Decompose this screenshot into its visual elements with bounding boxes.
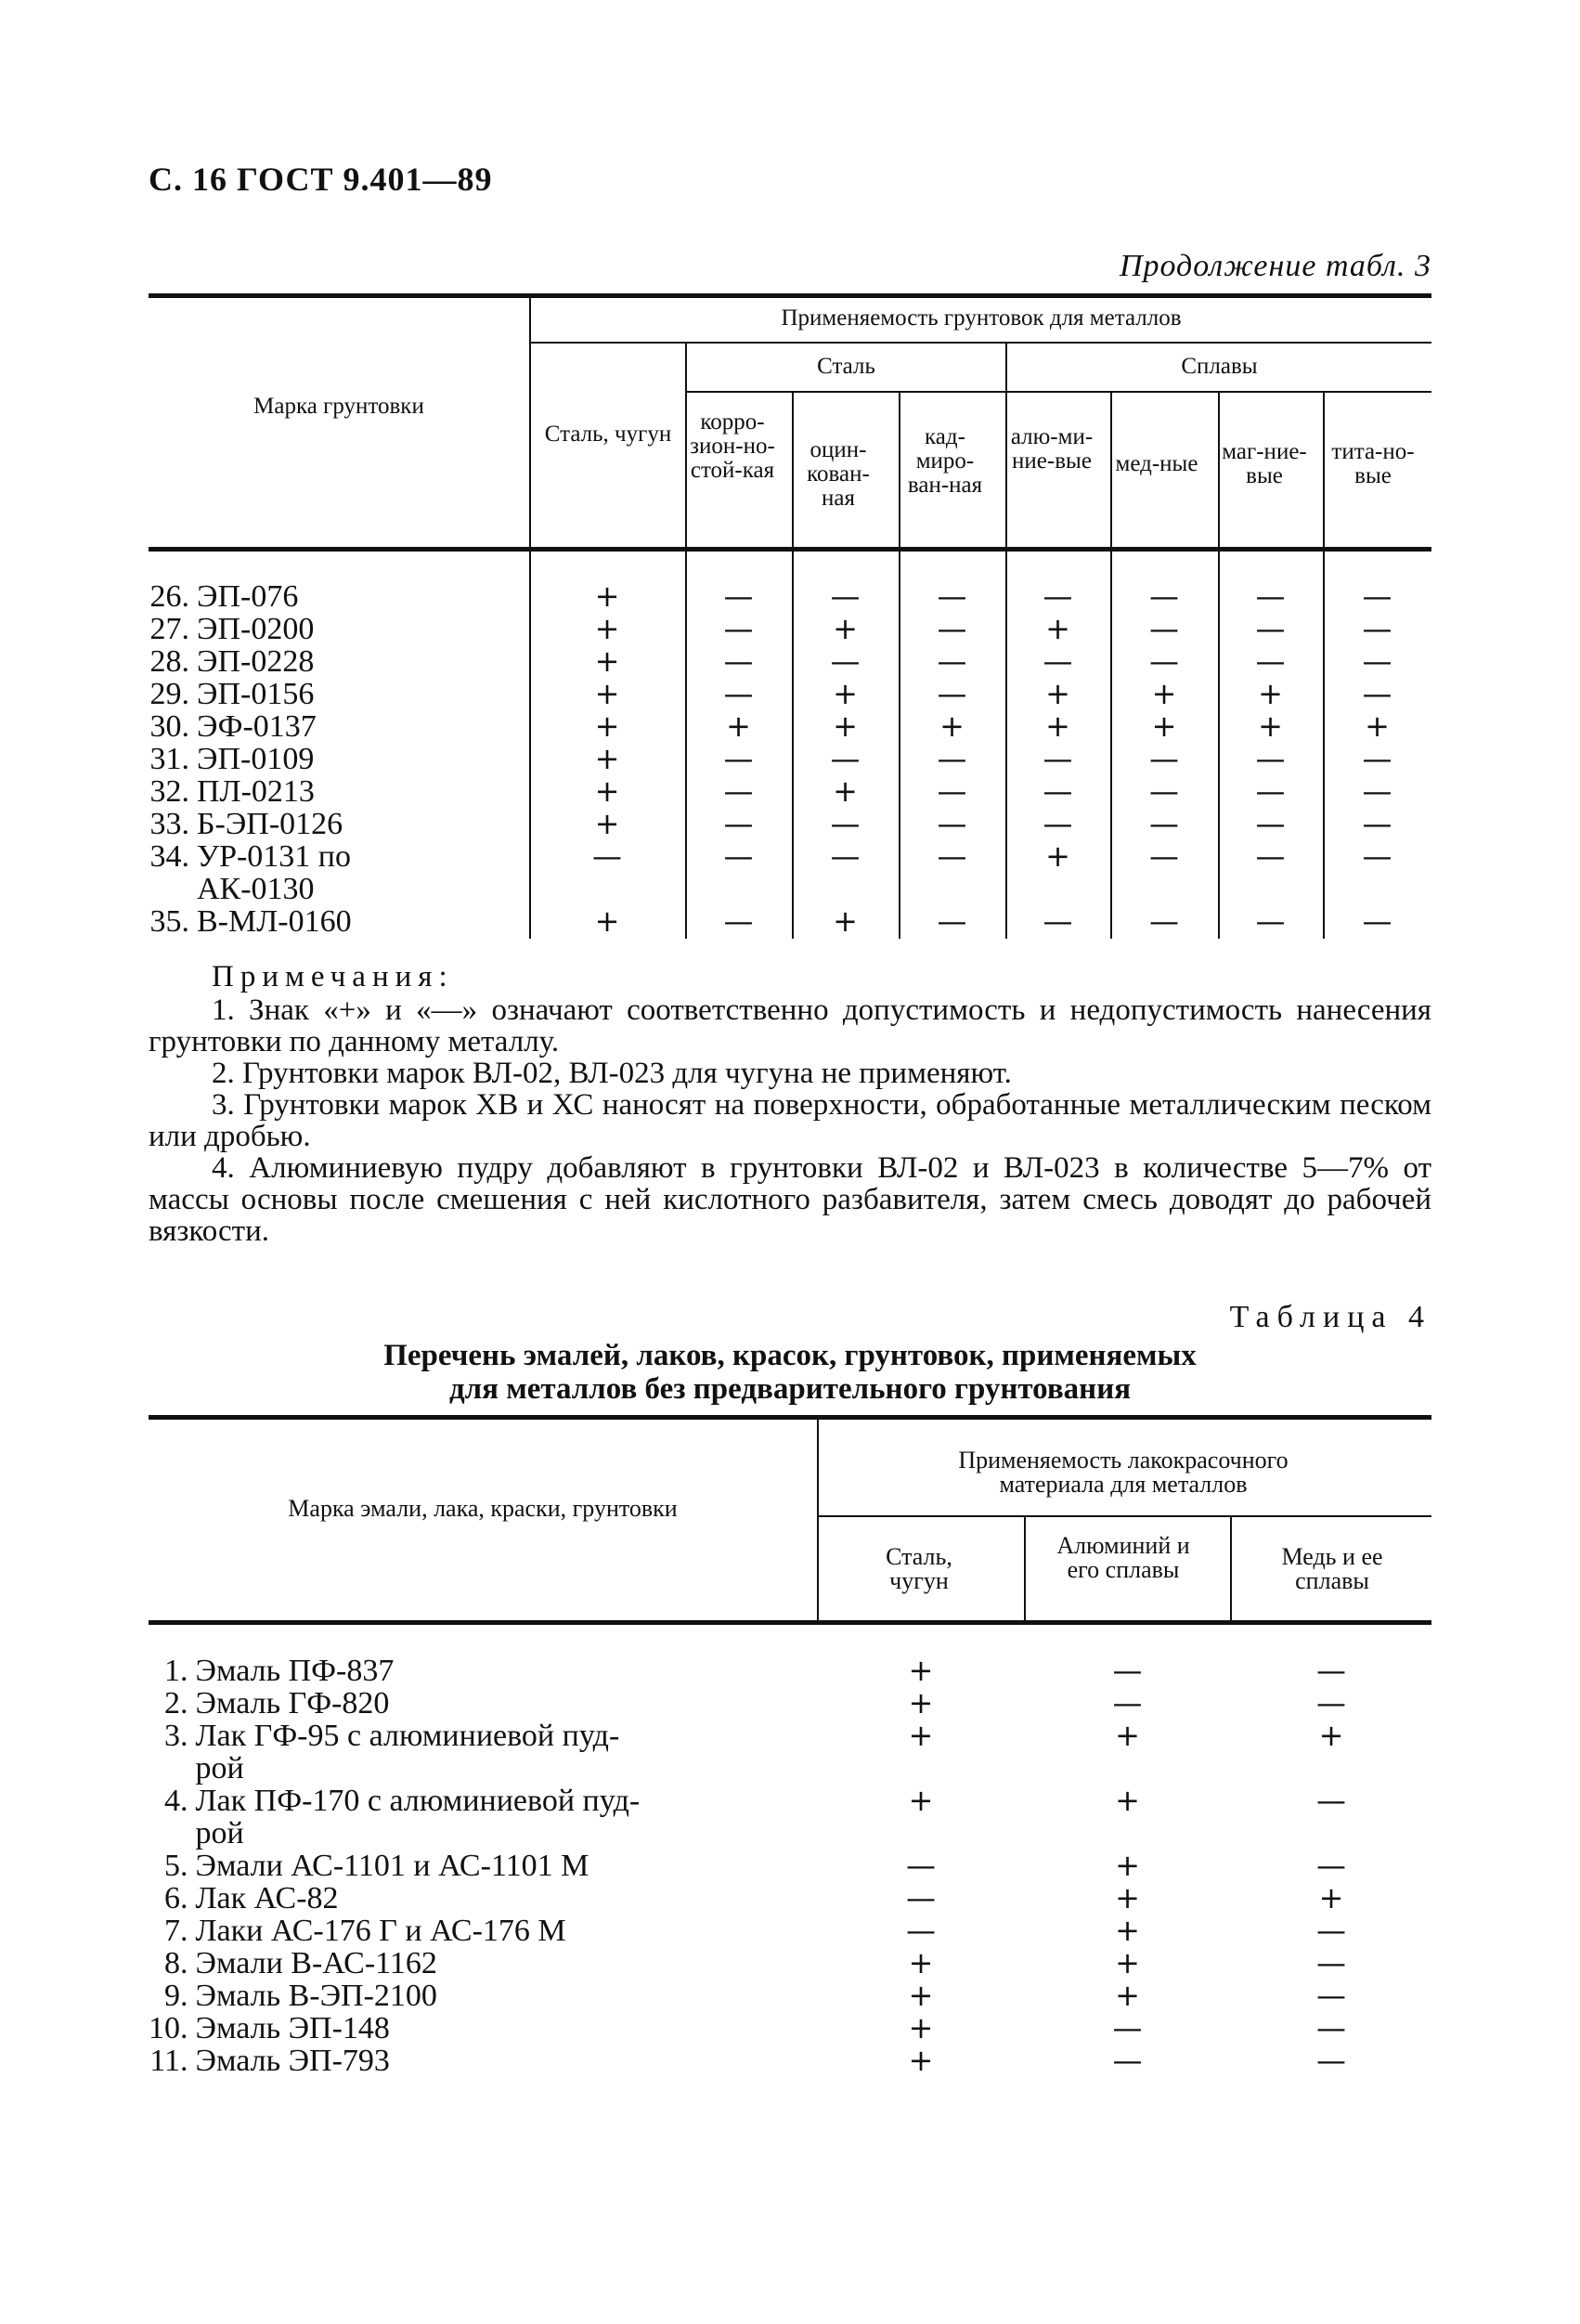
table4-title-line1: Перечень эмалей, лаков, красок, грунтовок, применяемых	[383, 1339, 1197, 1372]
applicability-mark: —	[1255, 611, 1286, 646]
row-name: Эмаль ПФ-837	[195, 1654, 395, 1688]
applicability-mark: —	[1362, 806, 1392, 841]
table3-header-steel-iron: Сталь, чугун	[544, 422, 672, 447]
applicability-mark: +	[833, 676, 858, 711]
applicability-mark: —	[1255, 578, 1286, 614]
row-number: 32.	[149, 774, 189, 809]
table3-header-applicability: Применяемость грунтовок для металлов	[781, 305, 1182, 331]
table-row	[149, 1850, 1432, 1882]
applicability-mark: +	[594, 773, 620, 809]
applicability-mark: —	[1255, 643, 1286, 679]
table3-header-galvanized: оцин-кован-ная	[807, 437, 870, 511]
applicability-mark: —	[1255, 903, 1286, 939]
table-row	[149, 1915, 1432, 1947]
table-row-continuation	[149, 1752, 1432, 1785]
applicability-mark: +	[1258, 708, 1283, 744]
table-row	[149, 1655, 1432, 1687]
applicability-mark: —	[1043, 741, 1073, 776]
table-row	[149, 580, 1431, 613]
note-item: 1. Знак «+» и «—» означают соответственно допустимость и недопустимость нанесения грунтовки по данному металлу.	[149, 993, 1431, 1058]
empty-cell	[1025, 1817, 1231, 1850]
row-name: ПЛ-0213	[197, 774, 315, 809]
applicability-mark: —	[937, 611, 967, 646]
applicability-mark: —	[1149, 838, 1179, 874]
table3-header-copper: мед-ные	[1115, 451, 1198, 476]
row-name: Эмаль ЭП-148	[195, 2011, 390, 2045]
table-row	[149, 808, 1431, 840]
applicability-mark: —	[1316, 1685, 1346, 1720]
applicability-mark: —	[1255, 806, 1286, 841]
row-number: 33.	[149, 807, 189, 841]
applicability-mark: —	[1149, 903, 1179, 939]
applicability-mark: —	[1043, 806, 1073, 841]
applicability-mark: —	[1362, 838, 1392, 874]
empty-cell	[1231, 1817, 1432, 1850]
applicability-mark: +	[1115, 1913, 1140, 1948]
row-number: 2.	[164, 1686, 188, 1720]
applicability-mark: —	[1362, 643, 1392, 679]
row-name: В-МЛ-0160	[197, 904, 352, 939]
row-name: УР-0131 по	[197, 839, 351, 874]
applicability-mark: —	[1316, 1653, 1346, 1688]
table-row	[149, 1687, 1432, 1720]
page-header: С. 16 ГОСТ 9.401—89	[149, 161, 493, 198]
table-row	[149, 743, 1431, 775]
applicability-mark: —	[1149, 578, 1179, 614]
row-name: Лак ГФ-95 с алюминиевой пуд-	[195, 1719, 620, 1753]
applicability-mark: +	[1115, 1848, 1140, 1883]
applicability-mark: +	[908, 2043, 934, 2078]
applicability-mark: +	[908, 1685, 934, 1720]
applicability-mark: +	[1045, 708, 1070, 744]
notes-title: Примечания:	[212, 960, 454, 993]
row-number: 6.	[164, 1881, 188, 1915]
applicability-mark: —	[592, 838, 622, 874]
row-name-continuation: рой	[195, 1816, 244, 1850]
row-number: 5.	[164, 1849, 188, 1883]
applicability-mark: +	[1365, 708, 1390, 744]
applicability-mark: +	[1115, 1783, 1140, 1818]
empty-cell	[818, 1752, 1025, 1785]
table-row-continuation	[149, 1817, 1432, 1850]
applicability-mark: +	[594, 611, 620, 646]
applicability-mark: —	[1316, 1945, 1346, 1980]
row-name: Лаки АС-176 Г и АС-176 М	[195, 1914, 566, 1948]
row-name: Б-ЭП-0126	[197, 807, 343, 841]
row-number: 29.	[149, 677, 189, 711]
row-name: ЭФ-0137	[197, 709, 317, 744]
applicability-mark: —	[937, 773, 967, 809]
row-number: 27.	[149, 612, 189, 646]
row-number: 8.	[164, 1946, 188, 1980]
table3-header-mark: Марка грунтовки	[253, 394, 424, 419]
empty-cell	[1110, 873, 1218, 905]
note-item: 2. Грунтовки марок ВЛ-02, ВЛ-023 для чугуна не применяют.	[212, 1057, 1012, 1090]
applicability-mark: —	[1149, 643, 1179, 679]
applicability-mark: —	[1112, 1653, 1143, 1688]
row-name-continuation: рой	[195, 1751, 244, 1785]
table4-header-aluminum: Алюминий и его сплавы	[1056, 1532, 1190, 1583]
table-row	[149, 1720, 1432, 1752]
applicability-mark: +	[1318, 1718, 1344, 1753]
row-name: Лак АС-82	[195, 1881, 339, 1915]
applicability-mark: +	[908, 1653, 934, 1688]
applicability-mark: —	[830, 741, 861, 776]
applicability-mark: +	[908, 1783, 934, 1818]
row-name: ЭП-0228	[197, 644, 315, 679]
table4-body	[149, 1655, 1432, 2077]
row-number: 34.	[149, 839, 189, 874]
applicability-mark: +	[939, 708, 965, 744]
row-number: 7.	[164, 1914, 188, 1948]
table-row	[149, 775, 1431, 808]
row-number: 11.	[149, 2044, 188, 2078]
applicability-mark: +	[594, 578, 620, 614]
applicability-mark: —	[1316, 1848, 1346, 1883]
row-spacer	[149, 873, 197, 905]
empty-cell	[899, 873, 1005, 905]
row-number: 1.	[164, 1654, 188, 1688]
applicability-mark: +	[1045, 838, 1070, 874]
row-name: Лак ПФ-170 с алюминиевой пуд-	[195, 1784, 641, 1818]
table4-title-line2: для металлов без предварительного грунтования	[448, 1372, 1132, 1406]
applicability-mark: —	[1043, 643, 1073, 679]
applicability-mark: —	[937, 741, 967, 776]
row-number: 28.	[149, 644, 189, 679]
row-number: 4.	[164, 1784, 188, 1818]
table-row	[149, 2045, 1432, 2077]
row-name: Эмаль В-ЭП-2100	[195, 1979, 437, 2013]
table-row	[149, 2012, 1432, 2045]
empty-cell	[685, 873, 792, 905]
applicability-mark: +	[1045, 676, 1070, 711]
empty-cell	[529, 873, 685, 905]
applicability-mark: —	[1316, 2043, 1346, 2078]
applicability-mark: —	[1362, 611, 1392, 646]
table3-header-alloys-group: Сплавы	[1181, 354, 1258, 379]
row-name: Эмаль ЭП-793	[195, 2044, 390, 2078]
row-name: Эмали АС-1101 и АС-1101 М	[195, 1849, 589, 1883]
applicability-mark: +	[594, 806, 620, 841]
applicability-mark: +	[594, 741, 620, 776]
table4-header-mark: Марка эмали, лака, краски, грунтовки	[288, 1495, 678, 1522]
applicability-mark: —	[723, 676, 754, 711]
note-item: 3. Грунтовки марок ХВ и ХС наносят на поверхности, обработанные металлическим песком или дробью.	[149, 1088, 1431, 1153]
applicability-mark: +	[1151, 676, 1177, 711]
table-row	[149, 645, 1431, 678]
row-name: ЭП-0200	[197, 612, 315, 646]
applicability-mark: +	[1045, 611, 1070, 646]
applicability-mark: +	[1258, 676, 1283, 711]
table4-header-applicability: Применяемость лакокрасочного материала для металлов	[958, 1447, 1289, 1498]
applicability-mark: —	[1362, 676, 1392, 711]
applicability-mark: —	[937, 578, 967, 614]
row-number: 3.	[164, 1719, 188, 1753]
row-number: 30.	[149, 709, 189, 744]
empty-cell	[1218, 873, 1323, 905]
applicability-mark: +	[726, 708, 751, 744]
applicability-mark: —	[830, 838, 861, 874]
applicability-mark: —	[723, 611, 754, 646]
table3-header-corrosion: корро-зион-но-стой-кая	[690, 409, 775, 483]
row-number: 31.	[149, 742, 189, 776]
applicability-mark: —	[1112, 2043, 1143, 2078]
empty-cell	[1323, 873, 1431, 905]
applicability-mark: +	[908, 2010, 934, 2045]
applicability-mark: —	[723, 903, 754, 939]
applicability-mark: +	[833, 708, 858, 744]
applicability-mark: —	[1043, 903, 1073, 939]
table3-header-titanium: тита-но-вые	[1331, 439, 1415, 488]
applicability-mark: —	[1362, 741, 1392, 776]
applicability-mark: +	[908, 1945, 934, 1980]
applicability-mark: —	[937, 806, 967, 841]
applicability-mark: —	[937, 676, 967, 711]
applicability-mark: —	[1149, 773, 1179, 809]
applicability-mark: —	[906, 1880, 936, 1915]
row-number: 9.	[164, 1979, 188, 2013]
row-number: 26.	[149, 579, 189, 614]
applicability-mark: —	[723, 806, 754, 841]
note-item: 4. Алюминиевую пудру добавляют в грунтовки ВЛ-02 и ВЛ-023 в количестве 5—7% от массы основы после смешения с ней кислотного разбавителя, затем смесь доводят до рабочей вязкости.	[149, 1151, 1431, 1248]
empty-cell	[1025, 1752, 1231, 1785]
applicability-mark: —	[1112, 1685, 1143, 1720]
applicability-mark: +	[594, 676, 620, 711]
applicability-mark: +	[1115, 1945, 1140, 1980]
table3-header-magnesium: маг-ние-вые	[1222, 439, 1307, 488]
applicability-mark: +	[833, 773, 858, 809]
applicability-mark: —	[1255, 773, 1286, 809]
row-name: ЭП-076	[197, 579, 299, 614]
table-row	[149, 1980, 1432, 2012]
row-spacer	[149, 1752, 196, 1785]
row-name: ЭП-0109	[197, 742, 315, 776]
applicability-mark: —	[1149, 741, 1179, 776]
table3-header-cadmium: кад-миро-ван-ная	[907, 424, 983, 498]
table3-header-steel-group: Сталь	[817, 354, 875, 379]
row-name: ЭП-0156	[197, 677, 315, 711]
table4-header-copper: Медь и ее сплавы	[1281, 1543, 1383, 1594]
row-number: 35.	[149, 904, 189, 939]
row-name: Эмали В-АС-1162	[195, 1946, 437, 1980]
applicability-mark: —	[1316, 1783, 1346, 1818]
row-name: Эмаль ГФ-820	[195, 1686, 390, 1720]
row-spacer	[149, 1817, 196, 1850]
applicability-mark: +	[1115, 1978, 1140, 2013]
table-row-continuation	[149, 873, 1431, 905]
applicability-mark: +	[833, 903, 858, 939]
applicability-mark: —	[1043, 773, 1073, 809]
applicability-mark: —	[1316, 1978, 1346, 2013]
applicability-mark: +	[594, 708, 620, 744]
applicability-mark: +	[1115, 1718, 1140, 1753]
applicability-mark: +	[908, 1718, 934, 1753]
applicability-mark: —	[830, 643, 861, 679]
applicability-mark: +	[1318, 1880, 1344, 1915]
applicability-mark: —	[830, 578, 861, 614]
table-row	[149, 905, 1431, 938]
empty-cell	[792, 873, 899, 905]
table3-body	[149, 580, 1431, 938]
applicability-mark: —	[937, 838, 967, 874]
applicability-mark: —	[723, 838, 754, 874]
table-row	[149, 1882, 1432, 1915]
applicability-mark: —	[1316, 2010, 1346, 2045]
table3-continuation: Продолжение табл. 3	[1119, 249, 1431, 283]
applicability-mark: +	[594, 903, 620, 939]
applicability-mark: —	[1149, 611, 1179, 646]
applicability-mark: —	[1362, 903, 1392, 939]
applicability-mark: —	[906, 1848, 936, 1883]
table-row	[149, 613, 1431, 645]
applicability-mark: —	[723, 643, 754, 679]
applicability-mark: +	[908, 1978, 934, 2013]
applicability-mark: —	[830, 806, 861, 841]
applicability-mark: —	[937, 643, 967, 679]
table-row	[149, 710, 1431, 743]
applicability-mark: —	[937, 903, 967, 939]
applicability-mark: —	[723, 578, 754, 614]
table-row	[149, 678, 1431, 710]
empty-cell	[1005, 873, 1110, 905]
applicability-mark: —	[723, 773, 754, 809]
applicability-mark: —	[1362, 578, 1392, 614]
applicability-mark: —	[1112, 2010, 1143, 2045]
notes	[149, 961, 1431, 1247]
applicability-mark: +	[1151, 708, 1177, 744]
applicability-mark: —	[1255, 741, 1286, 776]
empty-cell	[1231, 1752, 1432, 1785]
applicability-mark: —	[1149, 806, 1179, 841]
row-name-continuation: АК-0130	[197, 872, 315, 906]
table4-label: Таблица 4	[1229, 1300, 1431, 1334]
table-row	[149, 840, 1431, 873]
applicability-mark: +	[1115, 1880, 1140, 1915]
table-row	[149, 1785, 1432, 1817]
applicability-mark: +	[594, 643, 620, 679]
applicability-mark: —	[1362, 773, 1392, 809]
applicability-mark: —	[723, 741, 754, 776]
applicability-mark: —	[1255, 838, 1286, 874]
table-row	[149, 1947, 1432, 1980]
table3-header-aluminum: алю-ми-ние-вые	[1010, 424, 1094, 474]
row-number: 10.	[149, 2011, 188, 2045]
applicability-mark: —	[1316, 1913, 1346, 1948]
applicability-mark: +	[833, 611, 858, 646]
applicability-mark: —	[906, 1913, 936, 1948]
empty-cell	[818, 1817, 1025, 1850]
applicability-mark: —	[1043, 578, 1073, 614]
table4-header-steel-iron: Сталь, чугун	[886, 1543, 952, 1594]
table4-title	[149, 1339, 1431, 1406]
